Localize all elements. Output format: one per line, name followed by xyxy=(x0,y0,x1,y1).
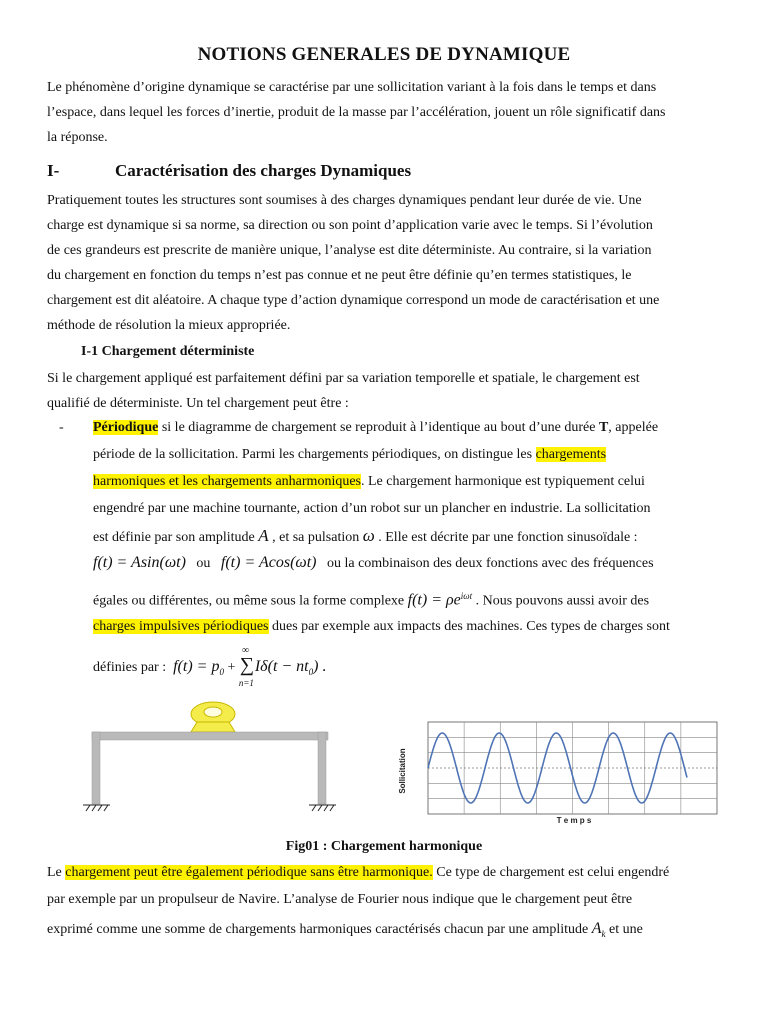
frame-beam xyxy=(92,732,328,740)
section-line: chargement est dit aléatoire. A chaque type d’action dynamique correspond un mode de caractérisation et une xyxy=(47,293,660,308)
intro-line: la réponse. xyxy=(47,130,108,145)
harmonic-load-chart xyxy=(392,716,722,828)
highlight-text: chargement peut être également périodique sans être harmonique. xyxy=(65,865,433,880)
section-line: du chargement en fonction du temps n’est pas connue et ne peut être définie qu’en termes statistiques, le xyxy=(47,268,632,283)
section-paragraph xyxy=(47,188,721,338)
text: ) . xyxy=(313,658,327,675)
intro-line: l’espace, dans lequel les forces d’inertie, produit de la masse par l’accélération, jouent un rôle significatif dans xyxy=(47,105,666,120)
machine-hole xyxy=(204,707,222,717)
bullet-line xyxy=(93,442,721,467)
support-left xyxy=(83,805,110,811)
formula-impulse: f(t) = p xyxy=(173,658,220,675)
bullet-line: engendré par une machine tournante, action d’un robot sur un plancher en industrie. La sollicitation xyxy=(93,501,651,516)
text: est définie par son amplitude xyxy=(93,530,259,545)
formula-cos: f(t) = Acos(ωt) xyxy=(220,554,317,571)
text: T xyxy=(598,420,609,435)
sum-symbol xyxy=(238,645,255,688)
text: période de la sollicitation. Parmi les chargements périodiques, on distingue les xyxy=(93,447,536,462)
closing-line xyxy=(47,860,721,887)
machine-base xyxy=(191,722,235,732)
section-line: charge est dynamique si sa norme, sa direction ou son point d’application varie avec le temps. Si l’évolution xyxy=(47,218,653,233)
section-line: Pratiquement toutes les structures sont soumises à des charges dynamiques pendant leur durée de vie. Une xyxy=(47,193,642,208)
text: Le xyxy=(47,865,66,880)
math-symbol: ω xyxy=(362,526,375,545)
intro-paragraph xyxy=(47,75,721,150)
text: Ce type de chargement est celui engendré xyxy=(432,865,670,880)
text: ou xyxy=(196,556,211,571)
frame-structure-figure xyxy=(80,698,340,818)
section-title: Caractérisation des charges Dynamiques xyxy=(115,161,412,180)
text: définies par : xyxy=(93,660,167,675)
text: . Elle est décrite par une fonction sinusoïdale : xyxy=(374,530,638,545)
subsection-heading: I-1 Chargement déterministe xyxy=(81,344,255,359)
highlight-text: harmoniques et les chargements anharmoniques xyxy=(93,474,361,489)
frame-column-right xyxy=(318,732,326,804)
bullet-line xyxy=(93,584,721,614)
bullet-line xyxy=(93,614,721,639)
subsection-paragraph xyxy=(47,366,721,416)
formula-subscript: 0 xyxy=(308,666,314,677)
bullet-line xyxy=(93,645,721,688)
closing-line: par exemple par un propulseur de Navire. L’analyse de Fourier nous indique que le chargement peut être xyxy=(47,892,633,907)
highlight-text: chargements xyxy=(535,447,607,462)
text: et une xyxy=(605,922,643,937)
sum-sigma: ∑ xyxy=(239,654,254,676)
highlight-text: charges impulsives périodiques xyxy=(93,619,269,634)
text: , et sa pulsation xyxy=(268,530,363,545)
formula-impulse-term: Iδ(t − nt xyxy=(254,658,309,675)
section-line: méthode de résolution la mieux appropriée. xyxy=(47,318,291,333)
formula-subscript: k xyxy=(601,928,606,939)
page-title: NOTIONS GENERALES DE DYNAMIQUE xyxy=(197,44,571,65)
text: dues par exemple aux impacts des machines. Ces types de charges sont xyxy=(268,619,670,634)
bullet-line xyxy=(93,415,721,440)
closing-paragraph xyxy=(47,860,721,947)
subsection-line: qualifié de déterministe. Un tel chargement peut être : xyxy=(47,396,349,411)
chart-xlabel: T e m p s xyxy=(556,816,592,825)
bullet-line xyxy=(93,550,721,576)
text: égales ou différentes, ou même sous la forme complexe xyxy=(93,593,408,609)
chart-ylabel: Sollicitation xyxy=(398,748,407,794)
sum-lower: n=1 xyxy=(238,678,254,688)
math-symbol: A xyxy=(258,526,269,545)
section-heading xyxy=(47,161,411,181)
math-symbol: A xyxy=(591,920,602,937)
text: . Nous pouvons aussi avoir des xyxy=(472,593,650,609)
support-right xyxy=(309,805,336,811)
closing-line xyxy=(47,916,721,947)
figure-caption: Fig01 : Chargement harmonique xyxy=(285,839,483,854)
bullet-line xyxy=(93,523,721,550)
text: si le diagramme de chargement se reproduit à l’identique au bout d’une durée xyxy=(158,420,599,435)
section-line: de ces grandeurs est prescrite de manière unique, l’analyse est dite déterministe. Au contraire, si la variation xyxy=(47,243,652,258)
text: . Le chargement harmonique est typiquement celui xyxy=(361,474,645,489)
formula-complex: f(t) = ρe xyxy=(407,591,461,609)
bullet-dash: - xyxy=(59,420,64,435)
formula-subscript: 0 xyxy=(219,666,224,677)
formula-sin: f(t) = Asin(ωt) xyxy=(93,554,186,571)
text: , appelée xyxy=(608,420,659,435)
text: ou la combinaison des deux fonctions avec des fréquences xyxy=(326,556,654,571)
highlight-text: Périodique xyxy=(93,420,159,435)
text: exprimé comme une somme de chargements harmoniques caractérisés chacun par une amplitude xyxy=(47,922,592,937)
text: + xyxy=(223,660,239,675)
sum-upper: ∞ xyxy=(241,645,249,656)
bullet-line xyxy=(93,469,721,494)
subsection-line: Si le chargement appliqué est parfaitement défini par sa variation temporelle et spatiale, le chargement est xyxy=(47,371,640,386)
intro-line: Le phénomène d’origine dynamique se caractérise par une sollicitation variant à la fois dans le temps et dans xyxy=(47,80,657,95)
frame-column-left xyxy=(92,732,100,804)
section-number: I- xyxy=(47,161,60,180)
formula-exponent: iωt xyxy=(460,591,473,601)
